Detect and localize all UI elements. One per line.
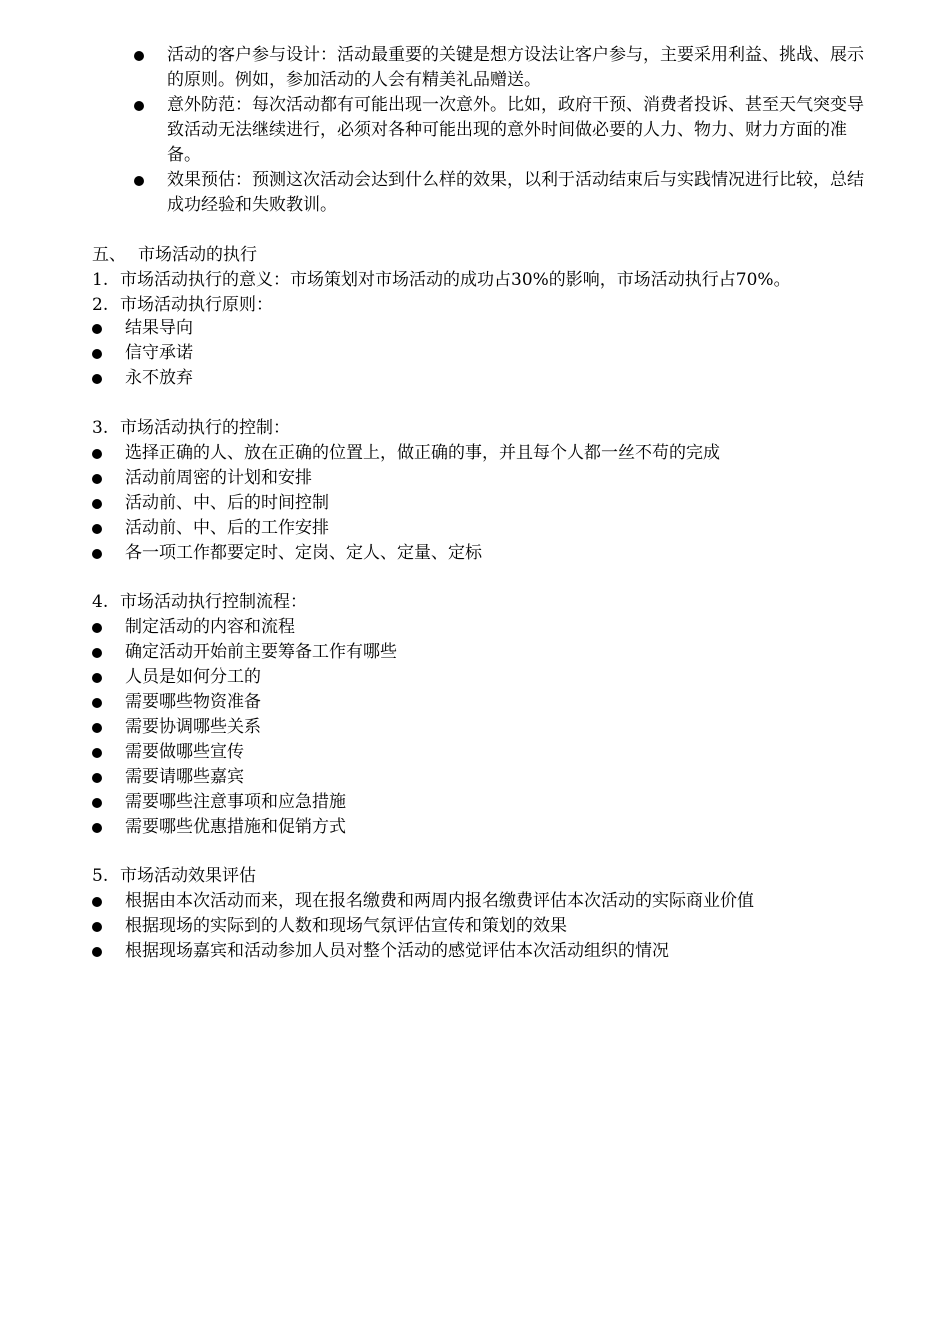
- list-item: [92, 491, 892, 516]
- list-item: [92, 914, 892, 939]
- item-number: 2.: [92, 295, 109, 315]
- list-item-text: 各一项工作都要定时、定岗、定人、定量、定标: [125, 543, 482, 563]
- list-item: [134, 168, 864, 218]
- list-item: [92, 715, 892, 740]
- list-item: [92, 441, 892, 466]
- bullet-icon: [92, 449, 102, 459]
- list-item-text: 永不放弃: [125, 368, 193, 388]
- list-item: [92, 939, 892, 964]
- bullet-icon: [92, 648, 102, 658]
- item-text: 市场活动执行原则：: [120, 295, 273, 315]
- list-item-text: 效果预估：预测这次活动会达到什么样的效果，以利于活动结束后与实践情况进行比较，总结成功经验和失败教训。: [167, 170, 864, 215]
- bullet-icon: [92, 897, 102, 907]
- bullet-icon: [92, 374, 102, 384]
- item-3-block: [92, 416, 892, 566]
- bullet-icon: [92, 723, 102, 733]
- bullet-icon: [92, 947, 102, 957]
- list-item: [92, 316, 892, 341]
- bullet-icon: [92, 748, 102, 758]
- list-item: [134, 93, 864, 168]
- bullet-icon: [92, 773, 102, 783]
- list-item-text: 人员是如何分工的: [125, 667, 261, 687]
- item-text: 市场活动执行控制流程：: [120, 592, 307, 612]
- list-item-text: 根据现场嘉宾和活动参加人员对整个活动的感觉评估本次活动组织的情况: [125, 941, 669, 961]
- bullet-icon: [134, 51, 144, 61]
- item-number: 4.: [92, 592, 109, 612]
- list-item: [92, 765, 892, 790]
- item-1: [92, 268, 892, 293]
- intro-bullet-list: [134, 43, 864, 218]
- list-item: [92, 665, 892, 690]
- list-item-text: 确定活动开始前主要筹备工作有哪些: [125, 642, 397, 662]
- list-item-text: 活动的客户参与设计：活动最重要的关键是想方设法让客户参与，主要采用利益、挑战、展示的原则。例如，参加活动的人会有精美礼品赠送。: [167, 45, 864, 90]
- bullet-list: [92, 889, 892, 964]
- item-4: [92, 590, 892, 615]
- list-item-text: 根据现场的实际到的人数和现场气氛评估宣传和策划的效果: [125, 916, 567, 936]
- list-item-text: 制定活动的内容和流程: [125, 617, 295, 637]
- list-item: [92, 815, 892, 840]
- item-number: 5.: [92, 866, 109, 886]
- list-item-text: 意外防范：每次活动都有可能出现一次意外。比如，政府干预、消费者投诉、甚至天气突变导致活动无法继续进行，必须对各种可能出现的意外时间做必要的人力、物力、财力方面的准备。: [167, 95, 864, 165]
- list-item-text: 活动前周密的计划和安排: [125, 468, 312, 488]
- list-item: [92, 366, 892, 391]
- bullet-icon: [92, 823, 102, 833]
- bullet-icon: [92, 349, 102, 359]
- list-item-text: 活动前、中、后的时间控制: [125, 493, 329, 513]
- list-item-text: 需要请哪些嘉宾: [125, 767, 244, 787]
- bullet-list: [92, 316, 892, 391]
- bullet-list: [92, 441, 892, 566]
- section-heading: [92, 243, 892, 268]
- list-item: [92, 466, 892, 491]
- list-item-text: 信守承诺: [125, 343, 193, 363]
- bullet-icon: [92, 549, 102, 559]
- bullet-icon: [92, 524, 102, 534]
- list-item-text: 活动前、中、后的工作安排: [125, 518, 329, 538]
- item-4-block: [92, 590, 892, 840]
- bullet-icon: [92, 623, 102, 633]
- item-2-bullets: [92, 316, 892, 391]
- bullet-icon: [92, 324, 102, 334]
- item-number: 3.: [92, 418, 109, 438]
- bullet-icon: [134, 176, 144, 186]
- list-item: [92, 516, 892, 541]
- item-5: [92, 864, 892, 889]
- section-five: [92, 243, 892, 318]
- item-text: 市场活动效果评估: [120, 866, 256, 886]
- bullet-list: [92, 615, 892, 840]
- item-5-block: [92, 864, 892, 964]
- list-item-text: 结果导向: [125, 318, 193, 338]
- item-2: [92, 293, 892, 318]
- list-item: [92, 790, 892, 815]
- bullet-icon: [92, 474, 102, 484]
- bullet-icon: [92, 499, 102, 509]
- item-number: 1.: [92, 270, 109, 290]
- list-item: [92, 690, 892, 715]
- list-item-text: 选择正确的人、放在正确的位置上，做正确的事，并且每个人都一丝不苟的完成: [125, 443, 720, 463]
- section-title: 市场活动的执行: [138, 245, 257, 265]
- list-item-text: 根据由本次活动而来，现在报名缴费和两周内报名缴费评估本次活动的实际商业价值: [125, 891, 754, 911]
- bullet-icon: [134, 101, 144, 111]
- list-item-text: 需要哪些优惠措施和促销方式: [125, 817, 346, 837]
- list-item: [92, 541, 892, 566]
- list-item-text: 需要协调哪些关系: [125, 717, 261, 737]
- item-text: 市场活动执行的意义：市场策划对市场活动的成功占30%的影响，市场活动执行占70%。: [120, 270, 791, 290]
- bullet-icon: [92, 798, 102, 808]
- item-3: [92, 416, 892, 441]
- section-number: 五、: [92, 245, 126, 265]
- bullet-icon: [92, 922, 102, 932]
- list-item: [134, 43, 864, 93]
- item-text: 市场活动执行的控制：: [120, 418, 290, 438]
- bullet-icon: [92, 673, 102, 683]
- list-item: [92, 615, 892, 640]
- bullet-icon: [92, 698, 102, 708]
- list-item: [92, 889, 892, 914]
- list-item-text: 需要做哪些宣传: [125, 742, 244, 762]
- list-item-text: 需要哪些物资准备: [125, 692, 261, 712]
- list-item: [92, 640, 892, 665]
- list-item: [92, 740, 892, 765]
- list-item-text: 需要哪些注意事项和应急措施: [125, 792, 346, 812]
- list-item: [92, 341, 892, 366]
